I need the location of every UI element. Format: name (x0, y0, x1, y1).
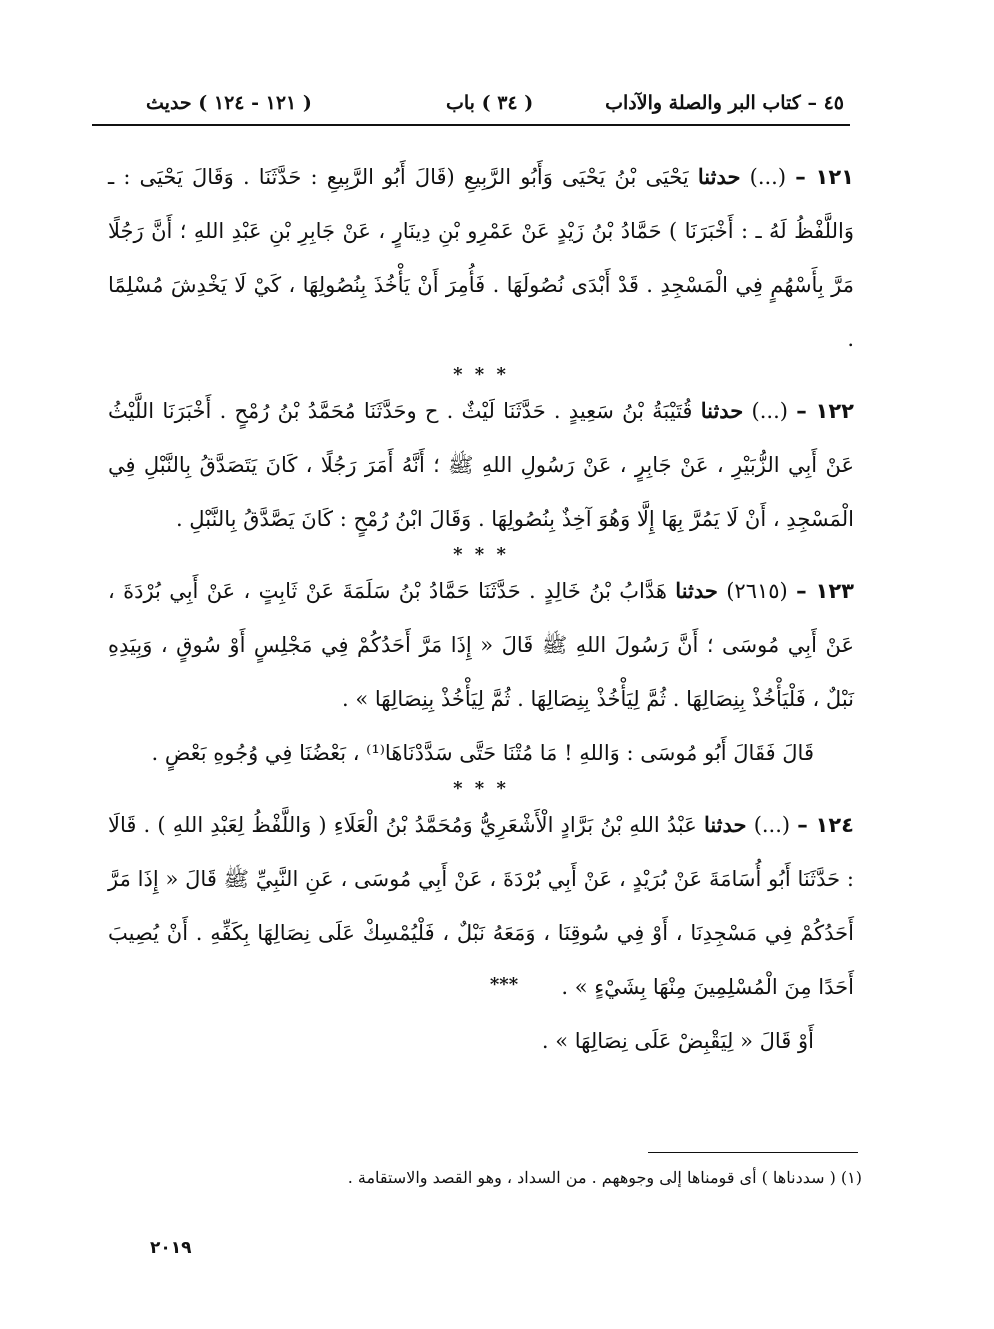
hadith-text: هَدَّابُ بْنُ خَالِدٍ . حَدَّثَنَا حَمَّادُ بْنُ سَلَمَةَ عَنْ ثَابِتٍ ، عَنْ أَبِي بُرْدَةَ ، عَنْ أَبِي مُوسَى ؛ أَنَّ رَسُولَ اللهِ ﷺ قَالَ « إِذَا مَرَّ أَحَدُكُمْ فِي مَجْلِسٍ أَوْ سُوقٍ ، وَبِيَدِهِ نَبْلٌ ، فَلْيَأْخُذْ بِنِصَالِهَا . ثُمَّ لِيَأْخُذْ بِنِصَالِهَا . ثُمَّ لِيَأْخُذْ بِنِصَالِهَا » . (108, 579, 854, 711)
hadith-ref: (...) (753, 813, 791, 837)
hadith-range: ( ١٢١ - ١٢٤ ) حديث (146, 92, 312, 114)
page-number: ٢٠١٩ (150, 1238, 192, 1258)
hadith-number: ١٢١ – (795, 165, 854, 189)
book-title: ٤٥ – كتاب البر والصلة والآداب (605, 92, 844, 114)
narration-tag: حدثنا (700, 398, 744, 423)
hadith-124 (108, 798, 854, 1014)
separator: * * * (453, 544, 509, 565)
separator: * * * (453, 778, 509, 799)
footnote: (١) ( سددناها ) أى قومناها إلى وجوههم . من السداد ، وهو القصد والاستقامة . (347, 1168, 862, 1187)
hadith-number: ١٢٣ – (796, 579, 854, 603)
main-text (108, 150, 854, 1068)
running-header (96, 88, 844, 120)
separator: * * * (453, 364, 509, 385)
end-ornament (484, 974, 524, 995)
hadith-ref: (...) (751, 399, 788, 423)
narration-tag: حدثنا (675, 578, 718, 603)
hadith-122 (108, 384, 854, 546)
hadith-124-extra: أَوْ قَالَ « لِيَقْبِضْ عَلَى نِصَالِهَا » . (541, 1029, 814, 1053)
chapter-label: ( ٣٤ ) باب (446, 92, 534, 114)
hadith-123 (108, 564, 854, 726)
hadith-123-extra: قَالَ فَقَالَ أَبُو مُوسَى : وَاللهِ ! مَا مُتْنَا حَتَّى سَدَّدْنَاهَا⁽¹⁾ ، بَعْضُنَا فِي وُجُوهِ بَعْضٍ . (151, 741, 814, 765)
narration-tag: حدثنا (697, 164, 741, 189)
hadith-text: قُتَيْبَةُ بْنُ سَعِيدٍ . حَدَّثَنَا لَيْثٌ . ح وحَدَّثَنَا مُحَمَّدُ بْنُ رُمْحٍ . أَخْبَرَنَا اللَّيْثُ عَنْ أَبِي الزُّبَيْرِ ، عَنْ جَابِرٍ ، عَنْ رَسُولِ اللهِ ﷺ ؛ أَنَّهُ أَمَرَ رَجُلًا ، كَانَ يَتَصَدَّقُ بِالنَّبْلِ فِي الْمَسْجِدِ ، أَنْ لَا يَمُرَّ بِهَا إِلَّا وَهُوَ آخِذٌ بِنُصُولِهَا . وَقَالَ ابْنُ رُمْحٍ : كَانَ يَصَّدَّقُ بِالنَّبْلِ . (108, 399, 854, 531)
hadith-ref: (٢٦١٥) (726, 579, 788, 603)
hadith-text: عَبْدُ اللهِ بْنُ بَرَّادٍ الْأَشْعَرِيُّ وَمُحَمَّدُ بْنُ الْعَلَاءِ ( وَاللَّفْظُ لِعَبْدِ اللهِ ) . قَالَا : حَدَّثَنَا أَبُو أُسَامَةَ عَنْ بُرَيْدٍ ، عَنْ أَبِي بُرْدَةَ ، عَنْ أَبِي مُوسَى ، عَنِ النَّبِيِّ ﷺ قَالَ « إِذَا مَرَّ أَحَدُكُمْ فِي مَسْجِدِنَا ، أَوْ فِي سُوقِنَا ، وَمَعَهُ نَبْلٌ ، فَلْيُمْسِكْ عَلَى نِصَالِهَا بِكَفِّهِ . أَنْ يُصِيبَ أَحَدًا مِنَ الْمُسْلِمِينَ مِنْهَا بِشَيْءٍ » . (108, 813, 854, 999)
hadith-121 (108, 150, 854, 366)
end-ornament-glyphs: *** (489, 974, 519, 995)
hadith-text: يَحْيَى بْنُ يَحْيَى وَأَبُو الرَّبِيعِ (قَالَ أَبُو الرَّبِيعِ : حَدَّثَنَا . وَقَالَ يَحْيَى : ـ وَاللَّفْظُ لَهُ ـ : أَخْبَرَنَا ) حَمَّادُ بْنُ زَيْدٍ عَنْ عَمْرِو بْنِ دِينَارٍ ، عَنْ جَابِرِ بْنِ عَبْدِ اللهِ ؛ أَنَّ رَجُلًا مَرَّ بِأَسْهُمٍ فِي الْمَسْجِدِ . قَدْ أَبْدَى نُصُولَهَا . فَأُمِرَ أَنْ يَأْخُذَ بِنُصُولِهَا ، كَيْ لَا يَخْدِشَ مُسْلِمًا . (108, 165, 854, 351)
hadith-number: ١٢٢ – (796, 399, 854, 423)
hadith-ref: (...) (749, 165, 787, 189)
narration-tag: حدثنا (703, 812, 747, 837)
header-rule (92, 124, 850, 126)
footnote-rule (648, 1152, 858, 1153)
hadith-number: ١٢٤ – (797, 813, 854, 837)
